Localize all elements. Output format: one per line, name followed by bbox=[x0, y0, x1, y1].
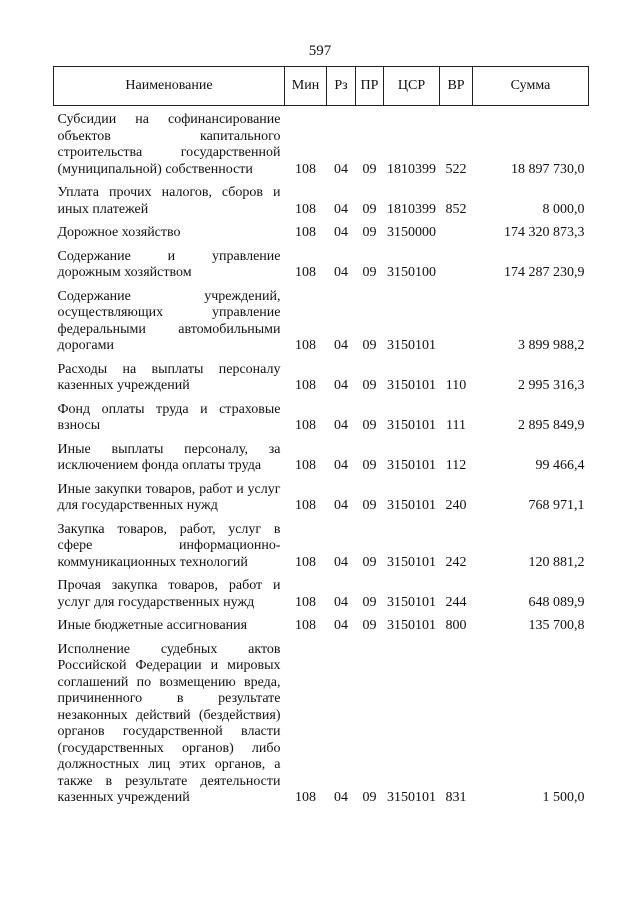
row-name: Иные бюджетные ассигнования bbox=[57, 618, 248, 633]
row-pr: 09 bbox=[362, 161, 377, 177]
row-min: 108 bbox=[295, 161, 316, 177]
row-csr: 3150101 bbox=[387, 594, 436, 610]
row-csr: 3150101 bbox=[387, 418, 436, 433]
row-csr: 3150101 bbox=[387, 458, 436, 473]
row-pr: 09 bbox=[362, 594, 377, 610]
row-min: 108 bbox=[295, 790, 316, 805]
row-pr: 09 bbox=[362, 554, 377, 570]
row-name: Закупка товаров, работ, услуг в сфере информационно-коммуникационных технологий bbox=[57, 521, 281, 570]
row-min: 108 bbox=[295, 498, 316, 513]
row-rz: 04 bbox=[334, 161, 348, 177]
row-sum: 174 287 230,9 bbox=[504, 265, 585, 280]
row-sum: 1 500,0 bbox=[542, 790, 585, 805]
table-row bbox=[54, 106, 589, 184]
page-number: 597 bbox=[308, 43, 332, 59]
row-rz: 04 bbox=[334, 790, 348, 805]
row-pr: 09 bbox=[362, 790, 377, 805]
row-rz: 04 bbox=[334, 618, 348, 633]
row-sum: 135 700,8 bbox=[528, 618, 585, 633]
row-rz: 04 bbox=[334, 498, 348, 513]
row-csr: 3150101 bbox=[387, 618, 436, 633]
row-csr: 3150101 bbox=[387, 790, 436, 805]
row-min: 108 bbox=[295, 338, 316, 353]
row-pr: 09 bbox=[362, 458, 377, 473]
row-vr: 242 bbox=[445, 554, 467, 570]
column-header-pr: ПР bbox=[356, 67, 384, 106]
column-header-csr: ЦСР bbox=[384, 67, 440, 106]
table-row bbox=[54, 520, 589, 577]
row-vr: 522 bbox=[445, 161, 467, 177]
row-rz: 04 bbox=[334, 458, 348, 473]
row-sum: 18 897 730,0 bbox=[511, 161, 585, 177]
row-csr: 3150000 bbox=[387, 225, 436, 240]
row-name: Исполнение судебных актов Российской Федерации и мировых соглашений по возмещению вреда, причиненного в результате незаконных действий (бездействия) органов государственной власти (государственных органов) либо должностных лиц этих органов, а также в результате деятельности казенных учреждений bbox=[57, 641, 281, 805]
row-name: Содержание и управление дорожным хозяйством bbox=[57, 248, 281, 280]
row-rz: 04 bbox=[334, 265, 348, 280]
row-pr: 09 bbox=[362, 418, 377, 433]
row-csr: 3150100 bbox=[387, 265, 436, 280]
row-sum: 99 466,4 bbox=[535, 458, 585, 473]
row-pr: 09 bbox=[362, 201, 377, 217]
row-pr: 09 bbox=[362, 498, 377, 513]
row-name: Иные выплаты персоналу, за исключением фонда оплаты труда bbox=[57, 441, 281, 473]
row-vr: 111 bbox=[446, 418, 466, 433]
table-row bbox=[54, 223, 589, 247]
row-pr: 09 bbox=[362, 378, 377, 393]
row-vr bbox=[440, 247, 473, 287]
table-row bbox=[54, 287, 589, 360]
row-vr: 800 bbox=[445, 618, 467, 633]
row-name: Фонд оплаты труда и страховые взносы bbox=[57, 401, 281, 433]
table-row bbox=[54, 183, 589, 223]
row-rz: 04 bbox=[334, 594, 348, 610]
table-row bbox=[54, 640, 589, 812]
row-csr: 1810399 bbox=[387, 161, 436, 177]
row-name: Расходы на выплаты персоналу казенных учреждений bbox=[57, 361, 281, 393]
row-pr: 09 bbox=[362, 618, 377, 633]
table-header-row bbox=[54, 67, 589, 106]
row-sum: 174 320 873,3 bbox=[504, 225, 585, 240]
row-sum: 8 000,0 bbox=[542, 201, 585, 217]
table-row bbox=[54, 576, 589, 616]
row-sum: 648 089,9 bbox=[528, 594, 585, 610]
row-name: Дорожное хозяйство bbox=[57, 225, 181, 240]
row-pr: 09 bbox=[362, 265, 377, 280]
table-row bbox=[54, 247, 589, 287]
row-name: Субсидии на софинансирование объектов капитального строительства государственной (муниципальной) собственности bbox=[57, 112, 281, 177]
row-min: 108 bbox=[295, 458, 316, 473]
row-name: Содержание учреждений, осуществляющих управление федеральными автомобильными дорогами bbox=[57, 288, 281, 353]
table-row bbox=[54, 360, 589, 400]
row-min: 108 bbox=[295, 225, 316, 240]
column-header-vr: ВР bbox=[440, 67, 473, 106]
row-rz: 04 bbox=[334, 338, 348, 353]
row-name: Прочая закупка товаров, работ и услуг для государственных нужд bbox=[57, 578, 281, 610]
row-rz: 04 bbox=[334, 225, 348, 240]
row-csr: 3150101 bbox=[387, 338, 436, 353]
row-min: 108 bbox=[295, 554, 316, 570]
table-row bbox=[54, 480, 589, 520]
row-csr: 3150101 bbox=[387, 554, 436, 570]
row-vr bbox=[440, 287, 473, 360]
table-row bbox=[54, 400, 589, 440]
row-csr: 1810399 bbox=[387, 201, 436, 217]
column-header-sum: Сумма bbox=[473, 67, 589, 106]
row-name: Иные закупки товаров, работ и услуг для государственных нужд bbox=[57, 481, 281, 513]
table-row bbox=[54, 616, 589, 640]
row-min: 108 bbox=[295, 378, 316, 393]
row-min: 108 bbox=[295, 618, 316, 633]
row-rz: 04 bbox=[334, 378, 348, 393]
row-min: 108 bbox=[295, 201, 316, 217]
row-vr bbox=[440, 223, 473, 247]
row-rz: 04 bbox=[334, 554, 348, 570]
row-csr: 3150101 bbox=[387, 498, 436, 513]
row-vr: 110 bbox=[445, 378, 467, 393]
column-header-rz: Рз bbox=[327, 67, 356, 106]
row-pr: 09 bbox=[362, 225, 377, 240]
row-vr: 240 bbox=[445, 498, 467, 513]
column-header-name: Наименование bbox=[54, 67, 285, 106]
row-sum: 3 899 988,2 bbox=[518, 338, 585, 353]
table-row bbox=[54, 440, 589, 480]
budget-table bbox=[53, 66, 589, 812]
row-min: 108 bbox=[295, 418, 316, 433]
row-pr: 09 bbox=[362, 338, 377, 353]
row-name: Уплата прочих налогов, сборов и иных платежей bbox=[57, 185, 281, 217]
row-min: 108 bbox=[295, 594, 316, 610]
row-csr: 3150101 bbox=[387, 378, 436, 393]
row-sum: 2 995 316,3 bbox=[518, 378, 585, 393]
row-vr: 831 bbox=[445, 790, 467, 805]
row-sum: 2 895 849,9 bbox=[518, 418, 585, 433]
row-vr: 112 bbox=[445, 458, 467, 473]
row-vr: 852 bbox=[445, 201, 467, 217]
row-rz: 04 bbox=[334, 201, 348, 217]
row-sum: 120 881,2 bbox=[528, 554, 585, 570]
column-header-min: Мин bbox=[285, 67, 327, 106]
row-sum: 768 971,1 bbox=[528, 498, 585, 513]
row-rz: 04 bbox=[334, 418, 348, 433]
row-min: 108 bbox=[295, 265, 316, 280]
row-vr: 244 bbox=[445, 594, 467, 610]
